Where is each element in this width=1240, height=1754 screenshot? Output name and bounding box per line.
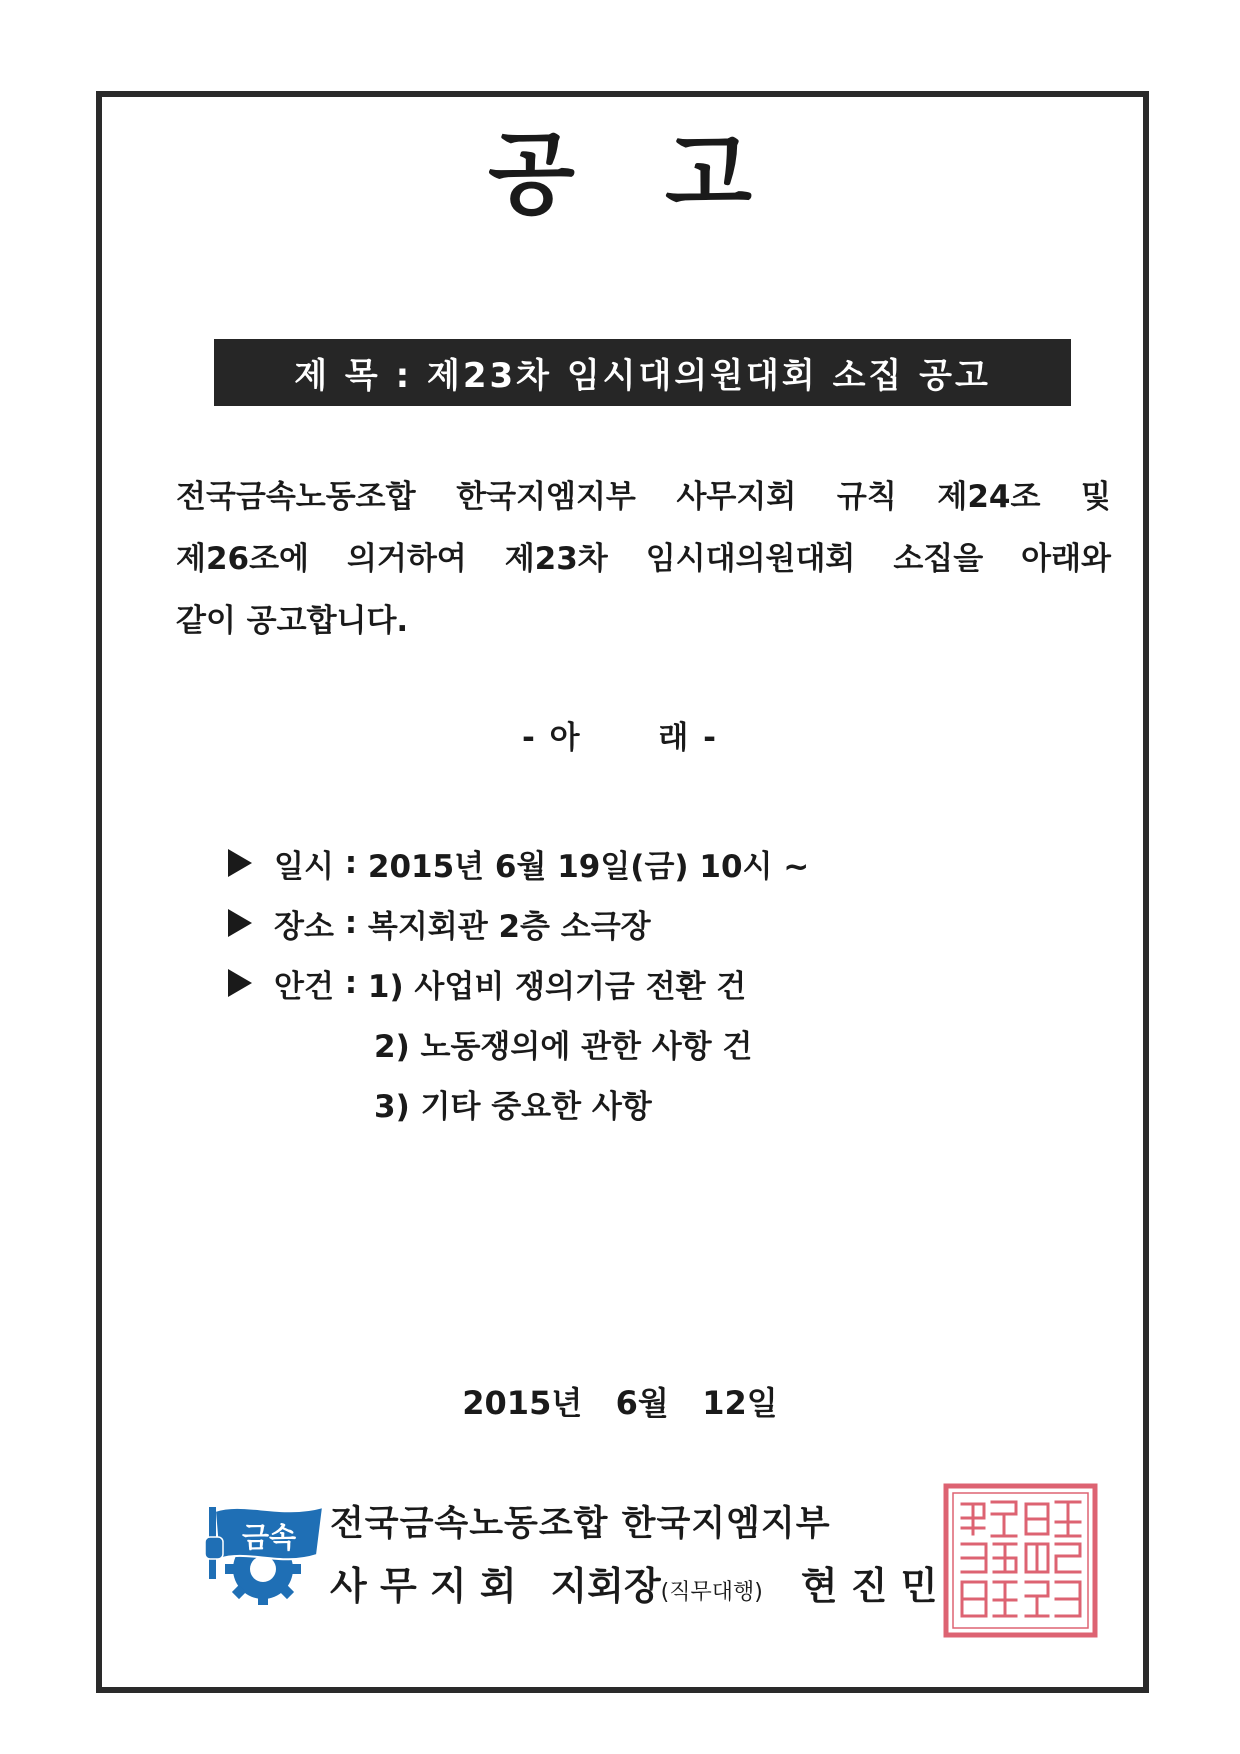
seal-text: 전국금속노동조합한국지엠지부사무지회지회장 [1009,1632,1031,1633]
agenda-entry: 1) 사업비 쟁의기금 전환 건 [367,968,747,1005]
item-agenda [228,953,809,1013]
triangle-bullet-icon [228,909,252,937]
notice-title: 공고 [488,122,842,227]
issuer-organization: 전국금속노동조합 한국지엠지부 [330,1504,831,1544]
item-label: 안건 [274,968,334,1005]
item-label: 장소 [274,908,334,945]
union-logo-icon [205,1497,330,1609]
subject-bar [214,339,1071,406]
item-label: 일시 [274,848,334,885]
notice-items [228,833,809,1133]
official-seal-icon [942,1482,1099,1639]
logo-text: 금속 [241,1521,297,1554]
below-heading: - 아 래 - [522,720,718,756]
item-value: 복지회관 2층 소극장 [367,908,651,945]
agenda-row [228,1013,809,1073]
issue-date: 2015년 6월 12일 [462,1384,778,1422]
item-separator: : [333,905,368,941]
agenda-row [228,1073,809,1133]
triangle-bullet-icon [228,969,252,997]
item-place [228,893,809,953]
body-line: 같이 공고합니다. [176,603,409,639]
item-datetime [228,833,809,893]
body-line: 전국금속노동조합 한국지엠지부 사무지회 규칙 제24조 및 [176,479,1111,515]
issuer-line [330,1555,937,1610]
body-paragraph [176,466,1111,652]
issuer-name: 현 진 민 [800,1564,938,1608]
agenda-entry: 2) 노동쟁의에 관한 사항 건 [374,1028,753,1065]
issuer-acting: (직무대행) [660,1580,763,1605]
item-separator: : [333,845,368,881]
issuer-branch: 사 무 지 회 [330,1564,517,1608]
triangle-bullet-icon [228,849,252,877]
item-value: 2015년 6월 19일(금) 10시 ~ [367,848,810,885]
subject-text: 제 목 : 제23차 임시대의원대회 소집 공고 [294,356,991,396]
issuer-position: 지회장 [550,1564,661,1608]
item-separator: : [333,965,368,1001]
body-line: 제26조에 의거하여 제23차 임시대의원대회 소집을 아래와 [176,541,1111,577]
agenda-entry: 3) 기타 중요한 사항 [374,1088,652,1125]
